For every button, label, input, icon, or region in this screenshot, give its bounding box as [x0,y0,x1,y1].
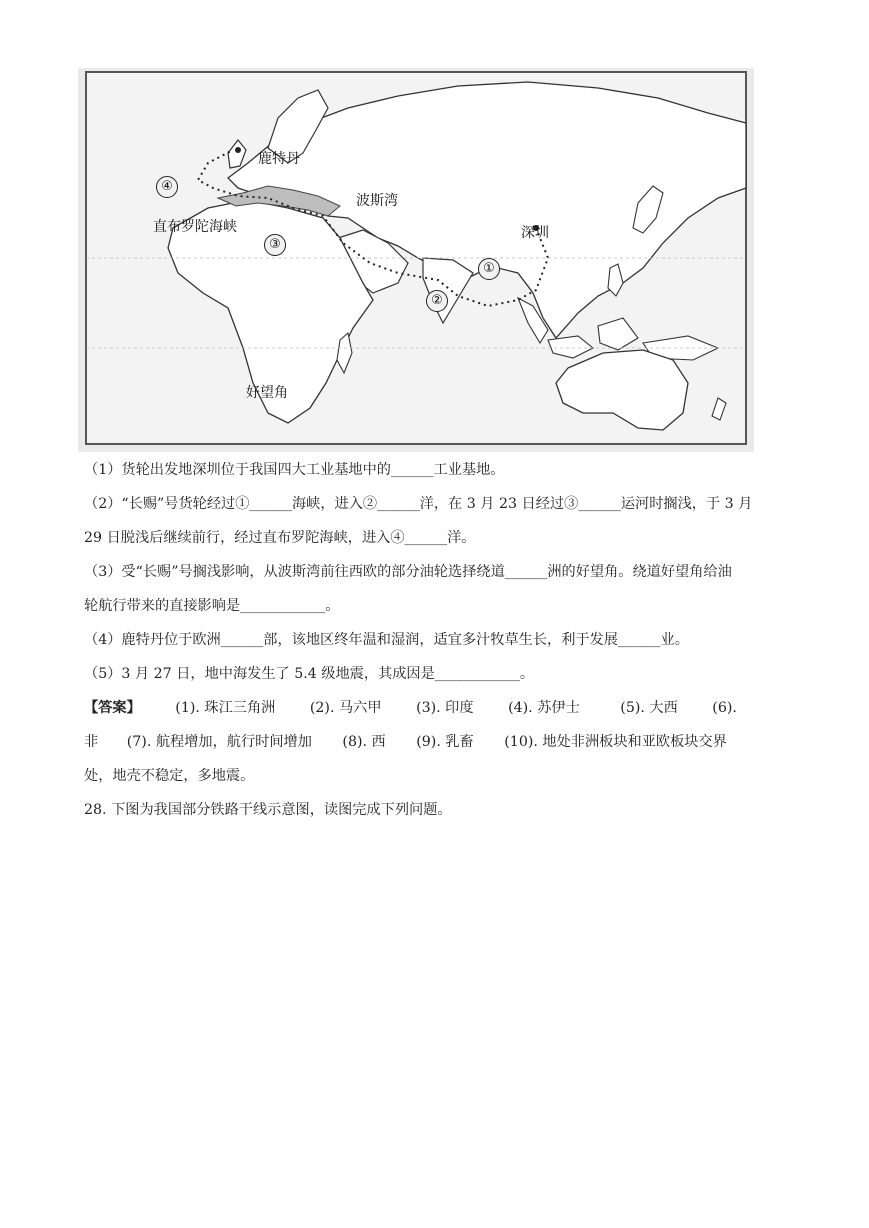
cape-of-good-hope-label: 好望角 [246,385,288,401]
question-5: （5）3 月 27 日，地中海发生了 5.4 级地震，其成因是____________。 [84,666,535,682]
answer-9: (9). 乳畜 [416,734,474,750]
answer-line-1 [84,691,804,725]
answer-6-label: (6). [712,700,737,716]
route-marker-3: ③ [264,234,286,256]
question-2-line-1: （2）“长赐”号货轮经过①______海峡，进入②______洋，在 3 月 23 日经过③______运河时搁浅，于 3 月 [84,496,753,512]
answer-8: (8). 西 [342,734,386,750]
gibraltar-label: 直布罗陀海峡 [153,219,237,235]
map-drawing [78,68,754,452]
answer-6: 非 [84,734,99,750]
rotterdam-dot [235,147,241,153]
rotterdam-label: 鹿特丹 [258,151,300,167]
route-marker-1: ① [478,258,500,280]
answer-label: 【答案】 [84,700,141,716]
answer-4: (4). 苏伊士 [508,700,580,716]
answer-1: (1). 珠江三角洲 [175,700,276,716]
answer-5: (5). 大西 [620,700,678,716]
route-marker-2: ② [426,290,448,312]
question-3-line-2: 轮航行带来的直接影响是____________。 [84,598,340,614]
question-4: （4）鹿特丹位于欧洲______部，该地区终年温和湿润，适宜多汁牧草生长，利于发展______业。 [84,632,689,648]
question-2-line-2: 29 日脱浅后继续前行，经过直布罗陀海峡，进入④______洋。 [84,530,476,546]
question-1: （1）货轮出发地深圳位于我国四大工业基地中的______工业基地。 [84,462,505,478]
answer-2: (2). 马六甲 [309,700,382,716]
answer-7: (7). 航程增加，航行时间增加 [126,734,312,750]
answer-line-3: 处，地壳不稳定，多地震。 [84,768,255,784]
question-text [84,453,804,827]
shenzhen-label: 深圳 [521,225,549,241]
route-marker-4: ④ [156,176,178,198]
question-3-line-1: （3）受“长赐”号搁浅影响，从波斯湾前往西欧的部分油轮选择绕道______洲的好望角。绕道好望角给油 [84,564,732,580]
answer-10: (10). 地处非洲板块和亚欧板块交界 [504,734,727,750]
answer-line-2 [84,725,804,759]
question-28-intro: 28. 下图为我国部分铁路干线示意图，读图完成下列问题。 [84,802,452,818]
answer-3: (3). 印度 [416,700,474,716]
persian-gulf-label: 波斯湾 [356,193,398,209]
world-map-figure [78,68,754,452]
